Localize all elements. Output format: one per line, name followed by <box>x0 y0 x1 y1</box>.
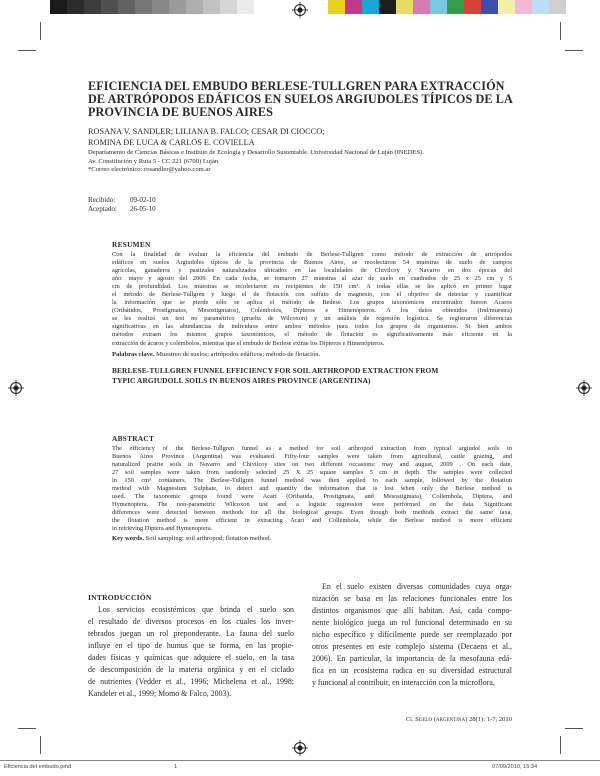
footer-page: 1 <box>174 764 178 770</box>
email-line: *Correo electrónico: rosandler@yahoo.com.ar <box>88 166 211 174</box>
text-line: fica en un ecosistema radica en su diversidad estructural <box>312 666 512 675</box>
color-swatch <box>84 0 101 14</box>
color-swatch <box>220 0 237 14</box>
accepted-label: Aceptado: <box>88 205 117 214</box>
text-line: in retrieving Diptera and Hymenoptera. <box>112 525 213 533</box>
color-swatch <box>515 0 532 14</box>
keywords-text: Soil sampling; soil arthropod; flotation method. <box>145 535 272 542</box>
trim-mark <box>560 736 561 754</box>
text-line: method with Magnesium Sulphate, to detect and quantify the information that is lost when only the Berlese method is <box>112 485 512 493</box>
color-swatch <box>447 0 464 14</box>
resumen-heading: RESUMEN <box>112 240 151 249</box>
text-line: año: mayo y agosto del 2009. En cada fecha, se tomaron 27 muestras al azar de suelo en cuadrados de 25 x 25 cm y 5 <box>112 275 512 283</box>
intro-right-column <box>312 581 512 689</box>
text-line: distintos organismos que allí habitan. Así, cada compo- <box>312 606 512 615</box>
keywords-text: Muestreo de suelos; artrópodos edáficos; método de flotación. <box>156 351 321 358</box>
authors-line: ROMINA DE LUCA & CARLOS E. COVIELLA <box>88 138 255 147</box>
color-swatch <box>549 0 566 14</box>
text-line: En el suelo existen diversas comunidades cuya orga- <box>322 582 512 591</box>
color-swatch <box>50 0 67 14</box>
abstract-keywords <box>112 534 271 543</box>
cmyk-color-bar <box>328 0 566 14</box>
trim-mark <box>565 728 583 729</box>
text-line: influye en el tipo de humus que se forma, en las propie- <box>88 641 294 650</box>
text-line: la información que se pierde sólo se aplica el método de Bedese. Los grupos taxonómicos encontrados fueron Acaros <box>112 299 512 307</box>
color-swatch <box>413 0 430 14</box>
text-line: naturalized prairie soils in Navarro and Chivilcoy sites on two different occasions: may and august, 2009 . On each date, <box>112 461 512 469</box>
color-swatch <box>464 0 481 14</box>
color-swatch <box>362 0 379 14</box>
text-line: de descomposición de la materia orgánica y en el ciclado <box>88 665 294 674</box>
trim-mark <box>40 22 41 40</box>
text-line: tebrados juegan un rol preponderante. La fauna del suelo <box>88 629 294 638</box>
trim-mark <box>565 50 583 51</box>
color-swatch <box>328 0 345 14</box>
text-line: cm de profundidad. Los muestras se recolectaron en recipientes de 150 cm³. A todas ellas se les aplicó en primer lugar <box>112 283 512 291</box>
text-line: agrícolas, ganaderos y pastizales naturalizados ubicados en las localidades de Chivilcoy y Navarro en dos épocas del <box>112 267 512 275</box>
title-line: DE ARTRÓPODOS EDÁFICOS EN SUELOS ARGIUDOLES TÍPICOS DE LA <box>88 92 513 106</box>
registration-mark-left-icon <box>8 380 24 396</box>
color-swatch <box>118 0 135 14</box>
text-line: métodos extraen los mismos grupos taxonómicos, el método de flotación es significativamente más eficiente en la <box>112 331 512 339</box>
journal-reference <box>406 716 512 723</box>
text-line: Los servicios ecosistémicos que brinda el suelo son <box>98 605 294 614</box>
color-swatch <box>152 0 169 14</box>
grayscale-color-bar <box>50 0 254 14</box>
title-line: EFICIENCIA DEL EMBUDO BERLESE-TULLGREN PARA EXTRACCIÓN <box>88 79 505 93</box>
text-line: 2006). En particular, la importancia de la mesofauna edá- <box>312 654 512 663</box>
text-line: edáficos en suelos Argiudoles típicos de la provincia de Buenos Aires, se recolectaron 54 muestras de suelo de campos <box>112 259 512 267</box>
footer-rule <box>0 760 600 761</box>
trim-mark <box>560 22 561 40</box>
registration-mark-top-icon <box>292 2 308 18</box>
text-line: nente biológico juega un rol funcional determinado en su <box>312 618 512 627</box>
trim-mark <box>18 50 36 51</box>
english-title-line: TYPIC ARGIUDOLL SOILS IN BUENOS AIRES PROVINCE (ARGENTINA) <box>112 376 371 385</box>
color-swatch <box>237 0 254 14</box>
english-title <box>112 366 512 386</box>
color-swatch <box>67 0 84 14</box>
text-line: se les realizó un test no paramétrico (prueba de Wilcoxon) y un análisis de regresión logística. Se registraron diferencias <box>112 315 512 323</box>
resumen-body <box>112 251 512 348</box>
text-line: nización se basa en las relaciones funcionales entre los <box>312 594 512 603</box>
affiliation-line: Av. Constitución y Ruta 5 - CC 221 (6700) Luján <box>88 157 219 165</box>
color-swatch <box>203 0 220 14</box>
color-swatch <box>498 0 515 14</box>
abstract-body <box>112 445 512 534</box>
color-swatch <box>345 0 362 14</box>
trim-mark <box>18 728 36 729</box>
text-line: dades físicas y químicas que adquiere el suelo, en la tasa <box>88 653 294 662</box>
text-line: el resultado de diversos procesos en los cuales los inver- <box>88 617 294 626</box>
color-swatch <box>135 0 152 14</box>
journal-volume: 28(1): 1-7, 2010 <box>468 716 512 723</box>
intro-left-column <box>88 604 294 700</box>
resumen-keywords <box>112 350 320 359</box>
journal-name: Ci. Suelo (argentina) <box>405 716 468 723</box>
text-line: extracción de ácaros y colémbolos, mientras que el embudo de Berlese extrae los Dípteros e Himenópteros. <box>112 339 385 347</box>
footer-filename: Eficiencia del embudo.pmd <box>4 764 72 770</box>
authors <box>88 126 325 148</box>
submission-dates <box>88 196 156 215</box>
footer-datetime: 07/09/2010, 15:34 <box>492 764 538 770</box>
text-line: Kandeler et al., 1999; Momo & Falco, 2003). <box>88 689 232 698</box>
text-line: significativas en las abundancias de individuos entre ambos métodos para todos los grupos de organismos. Si bien ambos <box>112 323 512 331</box>
keywords-label: Key words. <box>112 535 144 542</box>
text-line: y funcional al contribuir, en interacción con la microflora, <box>312 678 495 687</box>
text-line: Con la finalidad de evaluar la eficiencia del embudo de Berlese-Tullgren como método de extracción de artrópodos <box>112 251 512 258</box>
text-line: Buenos Aires Province (Argentina) was evaluated. Fifty-four samples were taken from agricultural, cattle grazing, and <box>112 453 512 461</box>
text-line: the flotation method is more efficient in extracting Acari and Collembola, while the Berlese method is more efficient <box>112 517 512 525</box>
color-swatch <box>101 0 118 14</box>
accepted-date: 26-05-10 <box>130 205 156 214</box>
title-line: PROVINCIA DE BUENOS AIRES <box>88 105 274 119</box>
color-swatch <box>532 0 549 14</box>
received-date: 09-02-10 <box>130 196 156 204</box>
text-line: Hymenoptera. The non-parametric Wilcoxon test and a logistic regression were performed on the data. Significant <box>112 501 512 509</box>
article-title <box>88 79 513 119</box>
color-swatch <box>169 0 186 14</box>
received-label: Recibido: <box>88 196 116 204</box>
authors-line: ROSANA V. SANDLER; LILIANA B. FALCO; CESAR DI CIOCCO; <box>88 127 325 136</box>
text-line: nicho específico y difícilmente puede ser reemplazado por <box>312 630 512 639</box>
text-line: (Oribátidos, Prostigmatos, Mesostigmatos), Colémbolos, Dípteros e Himenópteros. A los datos obtenidos (Ind/muestra) <box>112 307 512 315</box>
keywords-label: Palabras clave. <box>112 351 155 358</box>
color-swatch <box>186 0 203 14</box>
text-line: differences were detected between methods for all the biological groups. Even though both methods extract the same taxa, <box>112 509 512 517</box>
abstract-heading: ABSTRACT <box>112 434 155 443</box>
text-line: in 150 cm³ containers. The Berlese-Tullgren funnel method was then applied to each sample, followed by the flotation <box>112 477 512 485</box>
text-line: el método de Berlese-Tullgren y luego el de flotación con sulfato de magnesio, con el objetivo de detectar y cuantificar <box>112 291 512 299</box>
registration-mark-bottom-icon <box>292 740 308 756</box>
english-title-line: BERLESE-TULLGREN FUNNEL EFFICIENCY FOR SOIL ARTHROPOD EXTRACTION FROM <box>112 366 439 375</box>
color-swatch <box>430 0 447 14</box>
text-line: otros presentes en este complejo sistema (Decaens et al., <box>312 642 512 651</box>
text-line: de nutrientes (Vedder et al., 1996; Michelena et al., 1998; <box>88 677 294 686</box>
color-swatch <box>481 0 498 14</box>
color-swatch <box>396 0 413 14</box>
affiliation-line: Departamento de Ciencias Básicas e Instituto de Ecología y Desarrollo Sustentable. Universidad Nacional de Luján (INEDES). <box>88 149 424 156</box>
text-line: 27 soil samples were taken from randomly selected 25 X 25 square samples 5 cm in depth. The samples were collected <box>112 469 512 477</box>
intro-heading: INTRODUCCIÓN <box>88 593 152 602</box>
color-swatch <box>379 0 396 14</box>
text-line: The efficiency of the Berlese-Tullgren funnel as a method for soil arthropod extraction from typical argiudol soils in <box>112 445 512 452</box>
text-line: used. The taxonomic groups found were Acari (Oribatida, Prostigmata, and Mesostigmata), Collembola, Diptera, and <box>112 493 512 501</box>
trim-mark <box>40 736 41 754</box>
registration-mark-right-icon <box>576 380 592 396</box>
affiliation <box>88 149 424 175</box>
